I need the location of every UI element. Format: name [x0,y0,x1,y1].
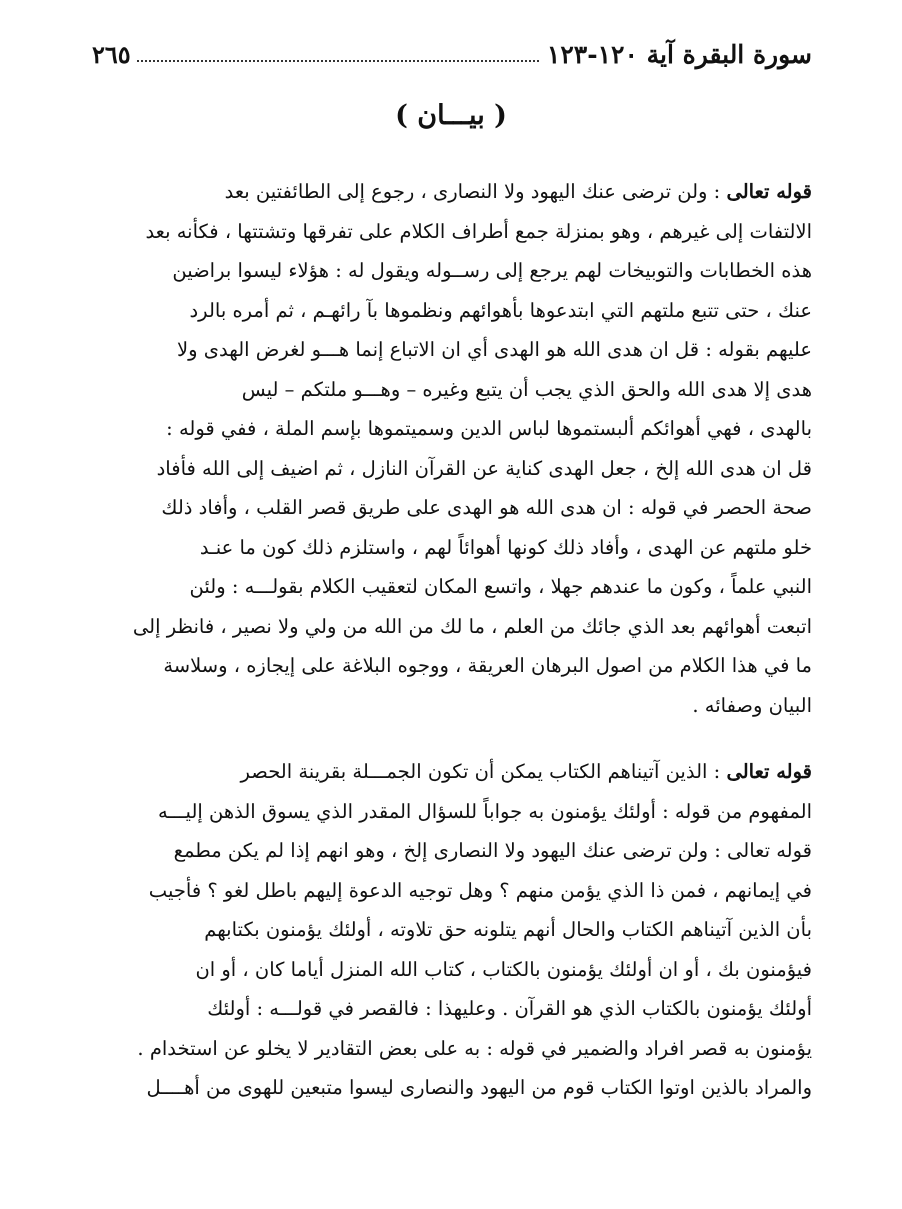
paragraph-line: قوله تعالى : الذين آتيناهم الكتاب يمكن أن تكون الجمـــلة بقرينة الحصر [240,760,812,783]
paragraph-line: خلو ملتهم عن الهدى ، وأفاد ذلك كونها أهوائاً لهم ، واستلزم ذلك كون ما عنـد [199,535,812,559]
paragraph-2 [102,752,812,1108]
paragraph-line: فيؤمنون بك ، أو ان أولئك يؤمنون بالكتاب ، كتاب الله المنزل أياما كان ، أو ان [195,957,812,981]
paragraph-1 [102,172,812,725]
running-head-title: سورة البقرة آية ١٢٠-١٢٣ [546,40,812,69]
paragraph-line: والمراد بالذين اوتوا الكتاب قوم من اليهود والنصارى ليسوا متبعين للهوى من أهــــل [146,1076,812,1099]
paragraph-line: عنك ، حتى تتبع ملتهم التي ابتدعوها بأهوائهم ونظموها بآ رائهـم ، ثم أمره بالرد [189,298,812,322]
section-title: ( بيـــان ) [395,100,507,131]
paragraph-line: عليهم بقوله : قل ان هدى الله هو الهدى أي ان الاتباع إنما هـــو لغرض الهدى ولا [177,338,812,361]
dotted-leader [137,60,539,62]
paragraph-line: صحة الحصر في قوله : ان هدى الله هو الهدى على طريق قصر القلب ، وأفاد ذلك [161,496,812,519]
paragraph-line: البيان وصفائه . [692,693,812,717]
paragraph-lead: قوله تعالى [726,760,812,783]
running-head [92,36,812,70]
paragraph-line: بالهدى ، فهي أهوائكم ألبستموها لباس الدين وسميتموها بإسم الملة ، ففي قوله : [166,417,812,440]
paragraph-line: قوله تعالى : ولن ترضى عنك اليهود ولا النصارى إلخ ، وهو انهم إذا لم يكن مطمع [173,839,812,862]
paragraph-line: النبي علماً ، وكون ما عندهم جهلا ، واتسع المكان لتعقيب الكلام بقولـــه : ولئن [189,575,812,598]
page-number: ٢٦٥ [92,40,131,69]
paragraph-line: الالتفات إلى غيرهم ، وهو بمنزلة جمع أطراف الكلام على تفرقها وتشتتها ، فكأنه بعد [145,219,812,243]
paragraph-line: يؤمنون به قصر افراد والضمير في قوله : به على بعض التقادير لا يخلو عن استخدام . [137,1036,812,1060]
paragraph-line: هدى إلا هدى الله والحق الذي يجب أن يتبع وغيره – وهـــو ملتكم – ليس [241,377,812,401]
paragraph-line: قوله تعالى : ولن ترضى عنك اليهود ولا النصارى ، رجوع إلى الطائفتين بعد [224,180,812,203]
paragraph-line: هذه الخطابات والتوبيخات لهم يرجع إلى رســوله ويقول له : هؤلاء ليسوا براضين [172,259,812,282]
paragraph-line: قل ان هدى الله إلخ ، جعل الهدى كناية عن القرآن النازل ، ثم اضيف إلى الله فأفاد [156,456,812,480]
paragraph-line: أولئك يؤمنون بالكتاب الذي هو القرآن . وعليهذا : فالقصر في قولـــه : أولئك [207,997,812,1020]
paragraph-line: بأن الذين آتيناهم الكتاب والحال أنهم يتلونه حق تلاوته ، أولئك يؤمنون بكتابهم [204,918,812,941]
paragraph-line: ما في هذا الكلام من اصول البرهان العريقة ، ووجوه البلاغة على إيجازه ، وسلاسة [163,654,812,677]
paragraph-line: في إيمانهم ، فمن ذا الذي يؤمن منهم ؟ وهل توجيه الدعوة إليهم باطل لغو ؟ فأجيب [148,878,812,902]
paragraph-line: المفهوم من قوله : أولئك يؤمنون به جواباً للسؤال المقدر الذي يسوق الذهن إليـــه [157,799,812,823]
paragraph-line: اتبعت أهوائهم بعد الذي جائك من العلم ، ما لك من الله من ولي ولا نصير ، فانظر إلى [132,614,812,638]
paragraph-lead: قوله تعالى [726,180,812,203]
